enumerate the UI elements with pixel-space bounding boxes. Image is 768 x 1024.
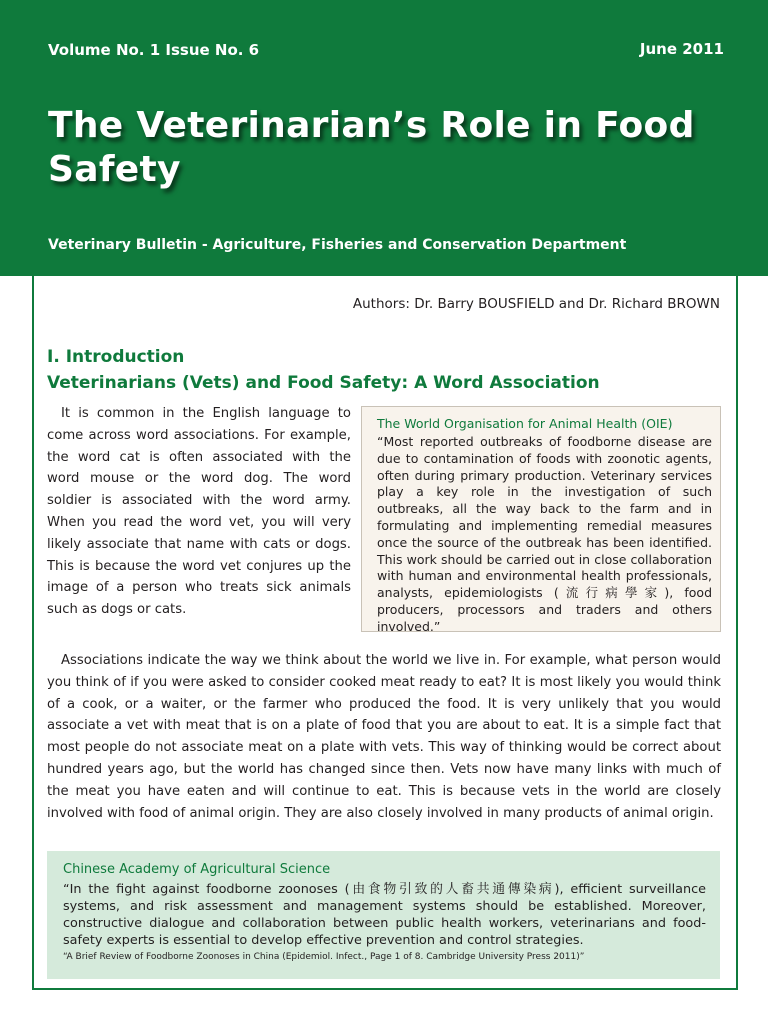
casa-quote-text: “In the fight against foodborne zoonoses (由食物引致的人畜共通傳染病), efficient surveillance systems, and risk assessment and management systems should be established. Moreover, constructive dialogue and collaboration between public health workers, veterinarians and food-safety experts is essential to develop effective prevention and control strategies. (63, 882, 706, 948)
associations-paragraph-text: Associations indicate the way we think about the world we live in. For example, what person would you think of if you were asked to consider cooked meat ready to eat? It is most likely you would think of a cook, or a waiter, or the farmer who produced the food. It is very unlikely that you would associate a vet with meat that is on a plate of food that you are about to eat. It is a simple fact that most people do not associate meat on a plate with vets. This way of thinking would be correct about hundred years ago, but the world has changed since then. Vets now have many links with much of the meat you have eaten and will continue to eat. This is because vets in the world are closely involved with food of animal origin. They are also closely involved in many products of animal origin. (47, 653, 721, 821)
volume-issue: Volume No. 1 Issue No. 6 (48, 41, 260, 59)
casa-citation: “A Brief Review of Foodborne Zoonoses in China (Epidemiol. Infect., Page 1 of 8. Cambridge University Press 2011)” (63, 952, 585, 962)
intro-paragraph: It is common in the English language to come across word associations. For example, the word cat is often associated with the word mouse or the word dog. The word soldier is associated with the word army. When you read the word vet, you will very likely associate that name with cats or dogs. This is because the word vet conjures up the image of a person who treats sick animals such as dogs or cats. (47, 406, 351, 618)
issue-date: June 2011 (639, 40, 724, 58)
oie-quote-title: The World Organisation for Animal Health (OIE) (377, 416, 673, 431)
page-title: The Veterinarian’s Role in Food Safety (48, 105, 695, 190)
authors-line: Authors: Dr. Barry BOUSFIELD and Dr. Richard BROWN (352, 296, 720, 312)
section-subheading: Veterinarians (Vets) and Food Safety: A Word Association (47, 373, 600, 393)
associations-paragraph (47, 650, 721, 824)
bulletin-header (0, 0, 768, 276)
casa-quote-box (47, 851, 720, 979)
section-heading: I. Introduction (47, 347, 185, 367)
bulletin-subtitle: Veterinary Bulletin - Agriculture, Fisheries and Conservation Department (48, 237, 627, 253)
casa-quote-title: Chinese Academy of Agricultural Science (63, 862, 331, 877)
oie-quote-box (361, 406, 721, 632)
oie-quote-text: “Most reported outbreaks of foodborne disease are due to contamination of foods with zoonotic agents, often during primary production. Veterinary services play a key role in the investigation of such outbreaks, all the way back to the farm and in formulating and implementing remedial measures once the source of the outbreak has been identified. This work should be carried out in close collaboration with human and environmental health professionals, analysts, epidemiologists (流行病學家), food producers, processors and traders and others involved.” (377, 434, 712, 634)
